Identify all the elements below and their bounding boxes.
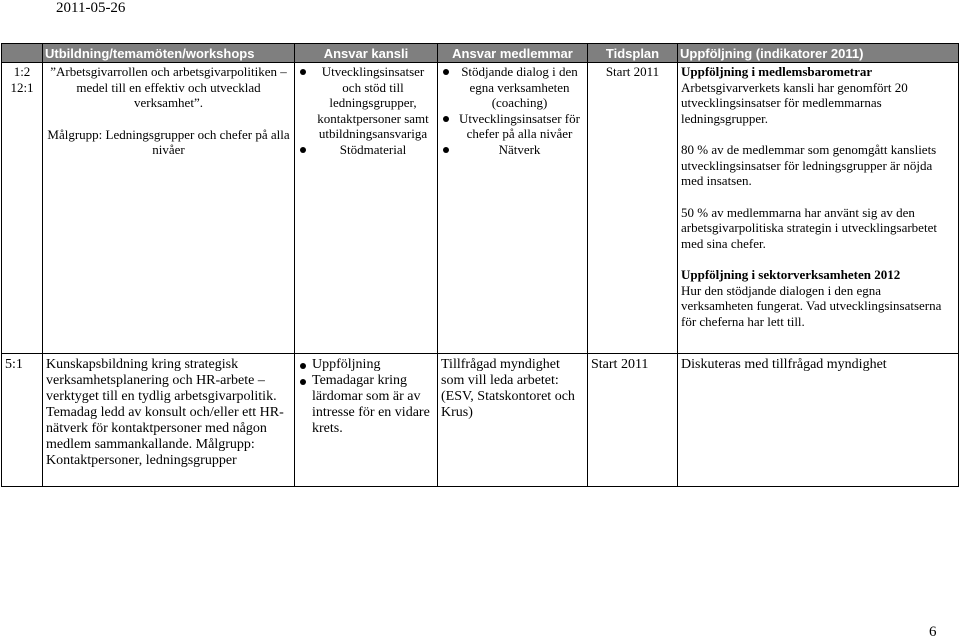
- followup-text: 80 % av de medlemmar som genomgått kansliets utvecklingsinsatser för ledningsgrupper är nöjda med insatsen.: [681, 142, 937, 188]
- action-plan-table: [1, 43, 959, 487]
- followup-heading: Uppföljning i sektorverksamheten 2012: [681, 267, 901, 282]
- header-schedule: Tidsplan: [588, 44, 678, 63]
- followup-text: 50 % av medlemmarna har använt sig av den arbetsgivarpolitiska strategin i utvecklingsarbetet med sina chefer.: [681, 204, 937, 251]
- row-number-a: 1:2: [13, 64, 31, 79]
- topic-cell: [43, 63, 295, 354]
- document-date: 2011-05-26: [56, 0, 126, 16]
- kansli-item: Uppföljning: [298, 357, 434, 373]
- schedule-cell: Start 2011: [588, 63, 678, 354]
- members-item: Stödjande dialog i den egna verksamheten (coaching): [441, 64, 584, 111]
- schedule-cell: Start 2011: [588, 354, 678, 487]
- topic-cell: Kunskapsbildning kring strategisk verksamhetsplanering och HR-arbete – verktyget till en tydlig arbetsgivarpolitik. Temadag ledd av konsult och/eller ett HR-nätverk för kontaktpersoner med någon medlem sammankallande. Målgrupp: Kontaktpersoner, ledningsgrupper: [43, 354, 295, 487]
- members-item: Nätverk: [441, 142, 584, 158]
- kansli-item: Temadagar kring lärdomar som är av intresse för en vidare krets.: [298, 373, 434, 437]
- page-number: 6: [929, 624, 937, 640]
- target-group-text: Målgrupp: Ledningsgrupper och chefer på alla nivåer: [47, 126, 290, 157]
- kansli-cell: [295, 63, 438, 354]
- table-header-row: [2, 44, 959, 63]
- row-number: [2, 63, 43, 354]
- row-number-b: 12:1: [10, 79, 34, 95]
- kansli-item: Stödmaterial: [298, 142, 434, 158]
- table-row: [2, 354, 959, 487]
- header-followup: Uppföljning (indikatorer 2011): [678, 44, 959, 63]
- table-row: [2, 63, 959, 354]
- followup-cell: [678, 63, 959, 354]
- kansli-cell: [295, 354, 438, 487]
- topic-text: ”Arbetsgivarrollen och arbetsgivarpolitiken – medel till en effektiv och utvecklad verksamhet”.: [50, 64, 287, 110]
- kansli-item: Utvecklingsinsatser och stöd till ledningsgrupper, kontaktpersoner samt utbildningsansvariga: [298, 64, 434, 142]
- followup-cell: Diskuteras med tillfrågad myndighet: [678, 354, 959, 487]
- members-cell: Tillfrågad myndighet som vill leda arbetet: (ESV, Statskontoret och Krus): [438, 354, 588, 487]
- header-topic: Utbildning/temamöten/workshops: [43, 44, 295, 63]
- header-num: [2, 44, 43, 63]
- members-cell: [438, 63, 588, 354]
- followup-text: Hur den stödjande dialogen i den egna verksamheten fungerat. Vad utvecklingsinsatserna för cheferna har lett till.: [681, 282, 942, 329]
- header-members: Ansvar medlemmar: [438, 44, 588, 63]
- members-item: Utvecklingsinsatser för chefer på alla nivåer: [441, 111, 584, 142]
- followup-heading: Uppföljning i medlemsbarometrar: [681, 64, 873, 79]
- row-number: 5:1: [2, 354, 43, 487]
- header-kansli: Ansvar kansli: [295, 44, 438, 63]
- followup-text: Arbetsgivarverkets kansli har genomfört 20 utvecklingsinsatser för medlemmarnas ledningsgrupper.: [681, 79, 908, 126]
